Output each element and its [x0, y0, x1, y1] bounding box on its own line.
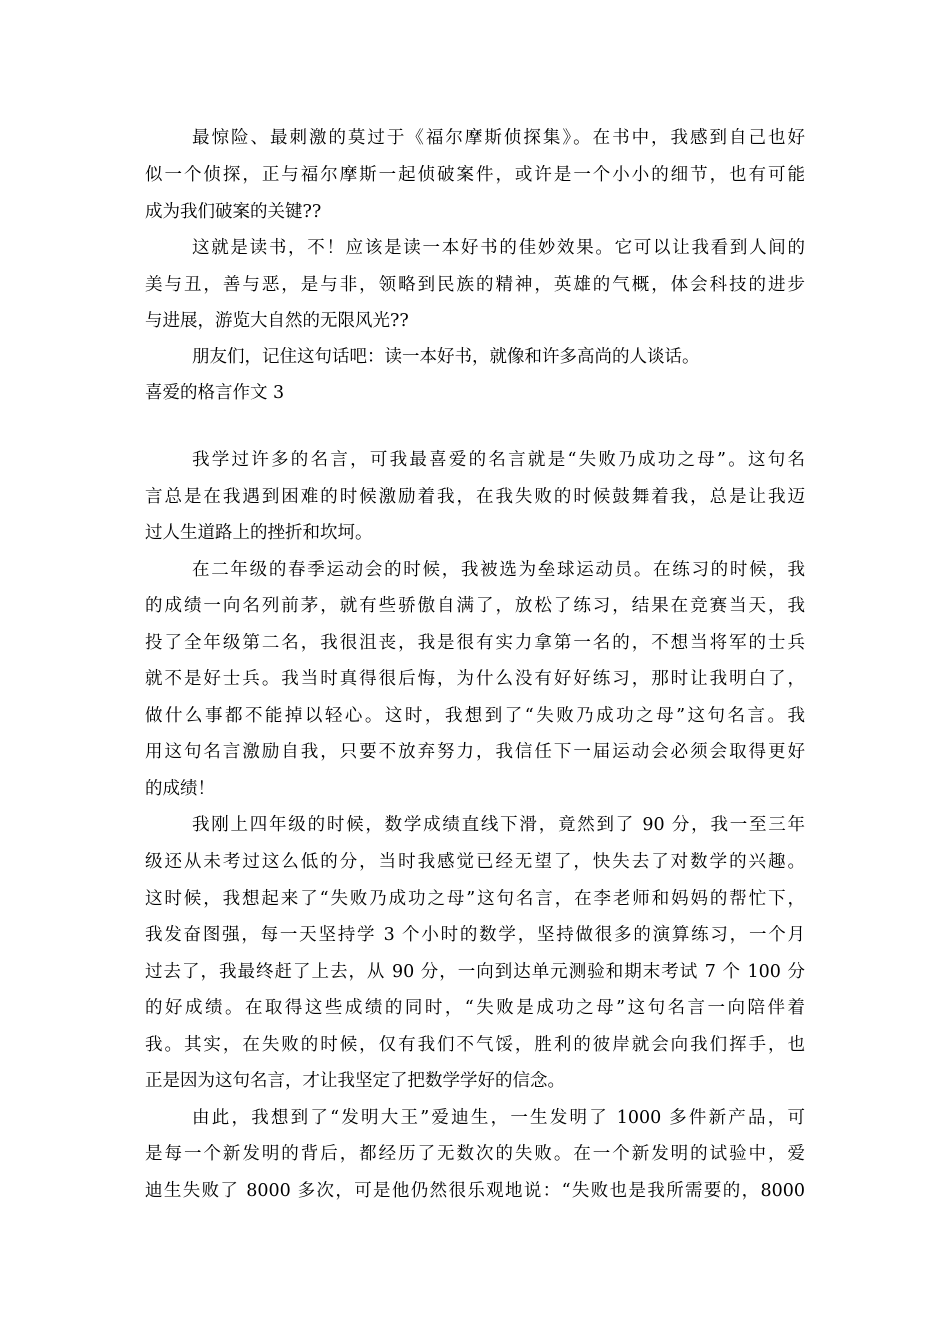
paragraph-line: 级还从未考过这么低的分，当时我感觉已经无望了，快失去了对数学的兴趣。	[145, 852, 805, 872]
paragraph-line: 正是因为这句名言，才让我坚定了把数学学好的信念。	[145, 1071, 565, 1091]
paragraph-line: 美与丑，善与恶，是与非，领略到民族的精神，英雄的气概，体会科技的进步	[145, 275, 805, 295]
paragraph-line: 这时候，我想起来了“失败乃成功之母”这句名言，在李老师和妈妈的帮忙下，	[145, 889, 805, 909]
paragraph-line: 过去了，我最终赶了上去，从 90 分，一向到达单元测验和期末考试 7 个 100 分	[145, 962, 805, 982]
section-heading: 喜爱的格言作文 3	[145, 383, 285, 403]
paragraph-line: 最惊险、最刺激的莫过于《福尔摩斯侦探集》。在书中，我感到自己也好	[192, 128, 805, 148]
paragraph-line: 这就是读书，不！应该是读一本好书的佳妙效果。它可以让我看到人间的	[192, 238, 805, 258]
paragraph-line: 我。其实，在失败的时候，仅有我们不气馁，胜利的彼岸就会向我们挥手，也	[145, 1035, 805, 1055]
paragraph-line: 我刚上四年级的时候，数学成绩直线下滑，竟然到了 90 分，我一至三年	[192, 815, 805, 835]
paragraph-line: 似一个侦探，正与福尔摩斯一起侦破案件，或许是一个小小的细节，也有可能	[145, 165, 805, 185]
paragraph-line: 是每一个新发明的背后，都经历了无数次的失败。在一个新发明的试验中，爱	[145, 1144, 805, 1164]
paragraph-line: 投了全年级第二名，我很沮丧，我是很有实力拿第一名的，不想当将军的士兵	[145, 633, 805, 653]
paragraph-line: 成为我们破案的关键??	[145, 202, 322, 222]
paragraph-line: 在二年级的春季运动会的时候，我被选为垒球运动员。在练习的时候，我	[192, 560, 805, 580]
paragraph-line: 就不是好士兵。我当时真得很后悔，为什么没有好好练习，那时让我明白了，	[145, 669, 805, 689]
paragraph-line: 言总是在我遇到困难的时候激励着我，在我失败的时候鼓舞着我，总是让我迈	[145, 487, 805, 507]
paragraph-line: 用这句名言激励自我，只要不放弃努力，我信任下一届运动会必须会取得更好	[145, 742, 805, 762]
paragraph-line: 我发奋图强，每一天坚持学 3 个小时的数学，坚持做很多的演算练习，一个月	[145, 925, 805, 945]
paragraph-line: 的成绩一向名列前茅，就有些骄傲自满了，放松了练习，结果在竞赛当天，我	[145, 596, 805, 616]
paragraph-line: 做什么事都不能掉以轻心。这时，我想到了“失败乃成功之母”这句名言。我	[145, 706, 805, 726]
paragraph-line: 过人生道路上的挫折和坎坷。	[145, 523, 373, 543]
paragraph-line: 的成绩！	[145, 779, 215, 799]
paragraph-line: 我学过许多的名言，可我最喜爱的名言就是“失败乃成功之母”。这句名	[192, 450, 805, 470]
paragraph-line: 的好成绩。在取得这些成绩的同时，“失败是成功之母”这句名言一向陪伴着	[145, 998, 805, 1018]
paragraph-line: 朋友们，记住这句话吧：读一本好书，就像和许多高尚的人谈话。	[192, 347, 700, 367]
paragraph-line: 由此，我想到了“发明大王”爱迪生，一生发明了 1000 多件新产品，可	[192, 1108, 805, 1128]
paragraph-line: 迪生失败了 8000 多次，可是他仍然很乐观地说：“失败也是我所需要的，8000	[145, 1181, 805, 1201]
paragraph-line: 与进展，游览大自然的无限风光??	[145, 311, 409, 331]
